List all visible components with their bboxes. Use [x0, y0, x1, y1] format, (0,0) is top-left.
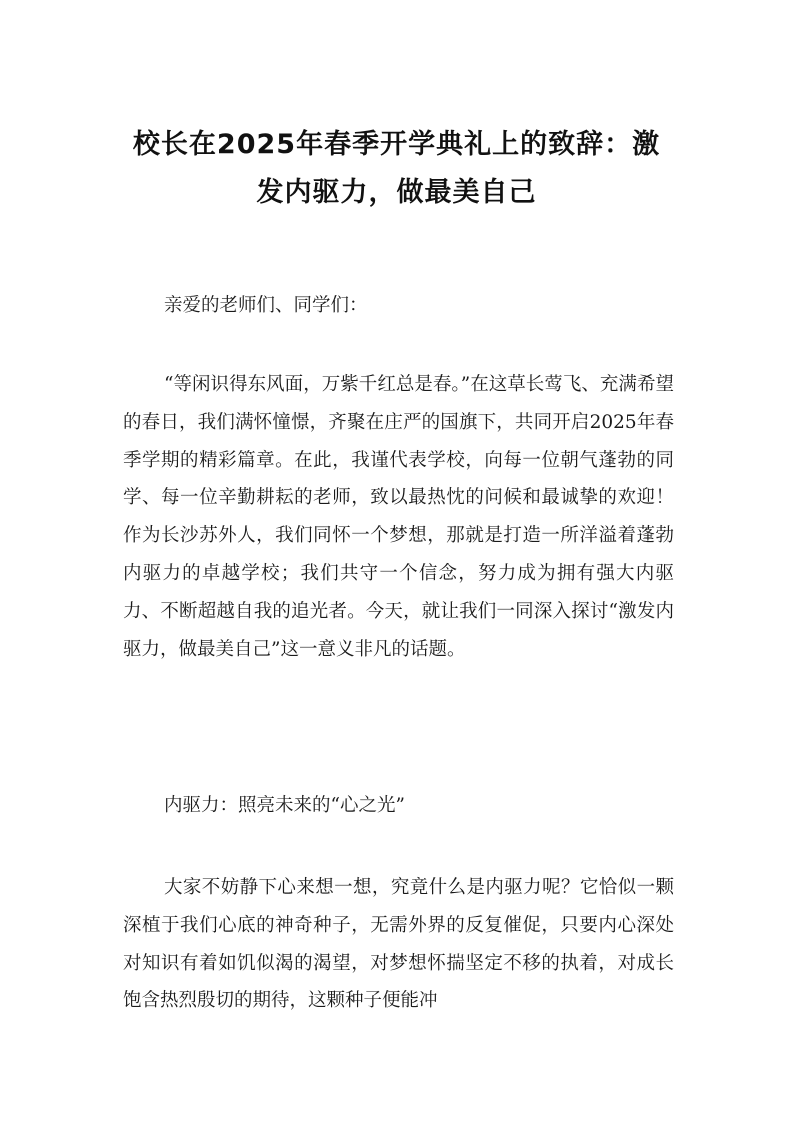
section-heading: 内驱力：照亮未来的“心之光” — [164, 795, 405, 816]
title-line-2: 发内驱力，做最美自己 — [256, 177, 537, 208]
paragraph-1: “等闲识得东风面，万紫千红总是春。”在这草长莺飞、充满希望的春日，我们满怀憧憬，齐聚在庄严的国旗下，共同开启2025年春季学期的精彩篇章。在此，我谨代表学校，向每一位朝气蓬勃的同学、每一位辛勤耕耘的老师，致以最热忱的问候和最诚挚的欢迎！作为长沙苏外人，我们同怀一个梦想，那就是打造一所洋溢着蓬勃内驱力的卓越学校；我们共守一个信念，努力成为拥有强大内驱力、不断超越自我的追光者。今天，就让我们一同深入探讨“激发内驱力，做最美自己”这一意义非凡的话题。 — [123, 374, 674, 660]
salutation: 亲爱的老师们、同学们： — [164, 295, 368, 316]
page-title — [110, 121, 683, 217]
title-line-1: 校长在2025年春季开学典礼上的致辞：激 — [132, 129, 661, 160]
paragraph-2: 大家不妨静下心来想一想，究竟什么是内驱力呢？它恰似一颗深植于我们心底的神奇种子，无需外界的反复催促，只要内心深处对知识有着如饥似渴的渴望，对梦想怀揣坚定不移的执着，对成长饱含热烈殷切的期待，这颗种子便能冲 — [123, 877, 674, 1012]
